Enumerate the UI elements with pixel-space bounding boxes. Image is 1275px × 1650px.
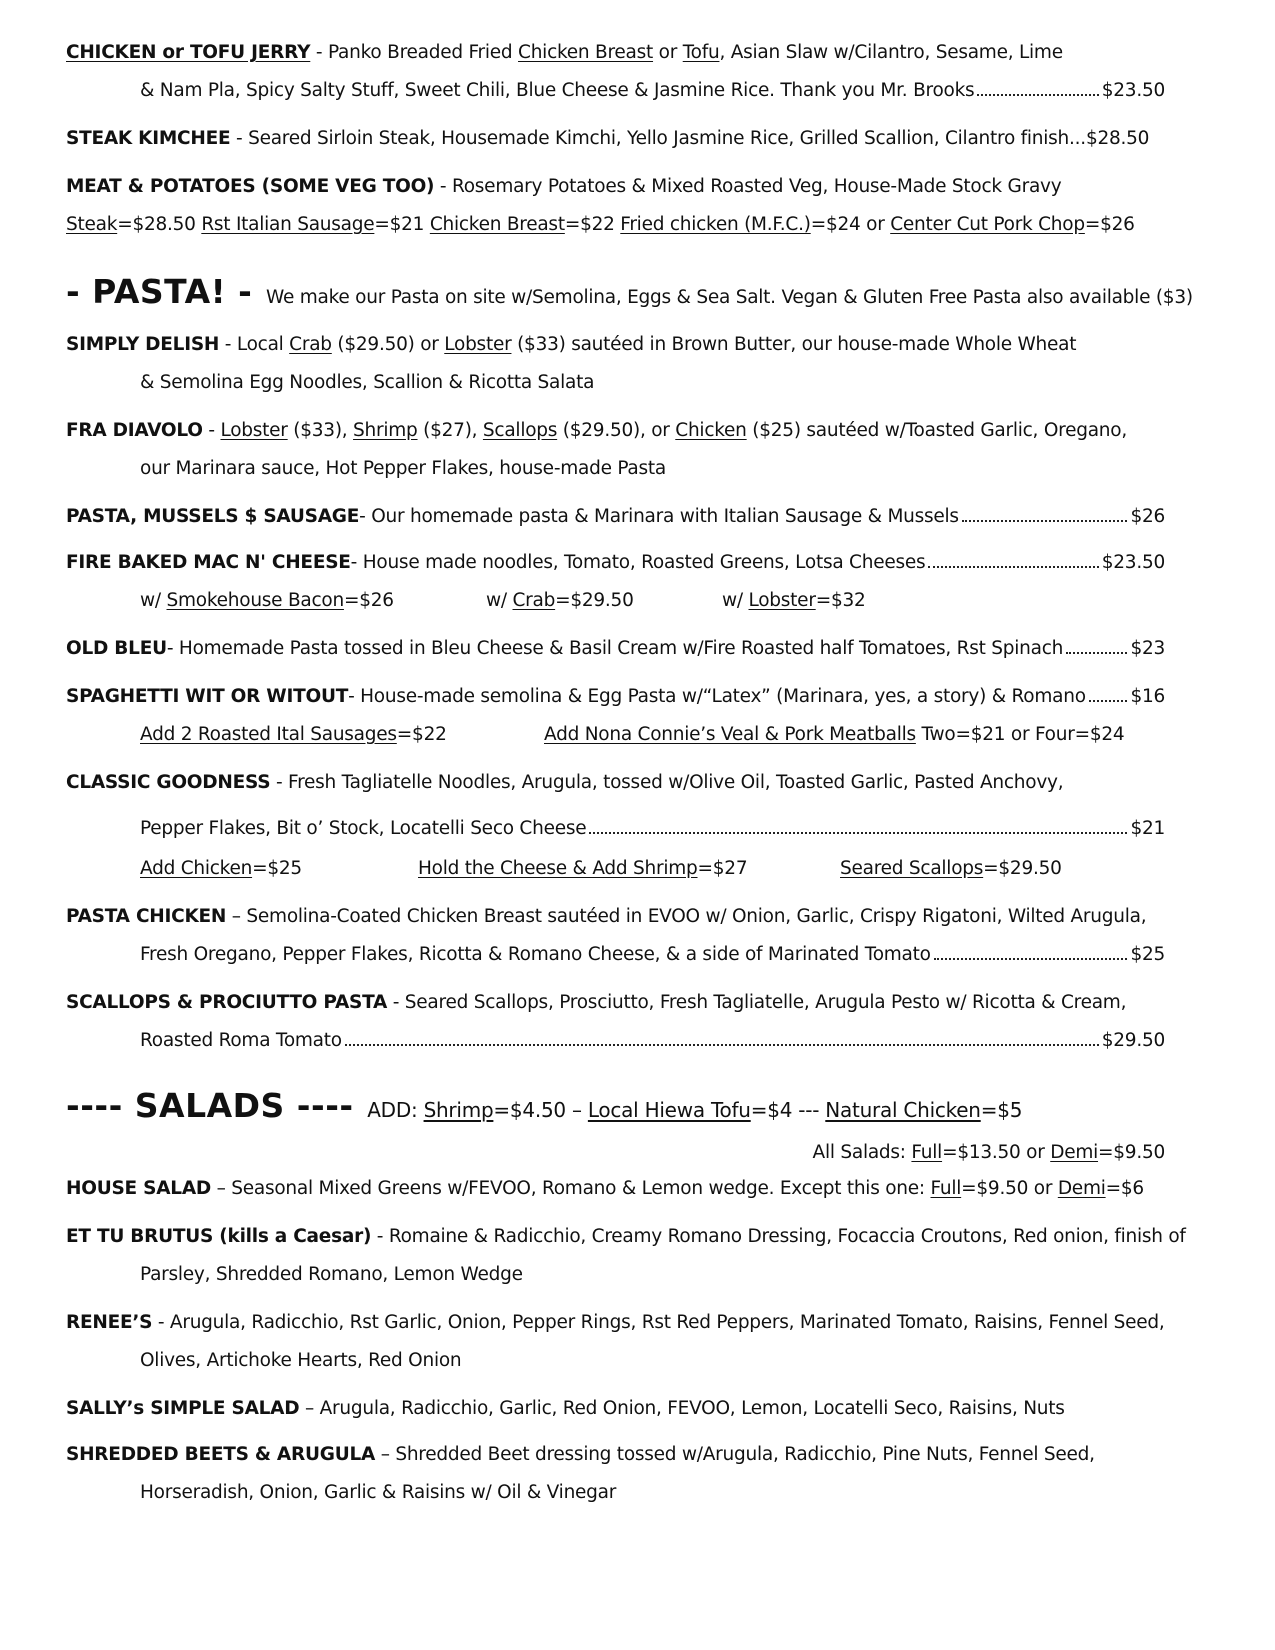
menu-item-steak-kimchee [66, 126, 1165, 152]
addon-name: Natural Chicken [825, 1098, 981, 1122]
addon-name: Local Hiewa Tofu [587, 1098, 751, 1122]
addon-name: Add 2 Roasted Ital Sausages [140, 724, 397, 745]
item-name: SCALLOPS & PROCIUTTO PASTA [66, 992, 388, 1013]
menu-item-classic-goodness [66, 770, 1165, 796]
option-name: Chicken Breast [429, 214, 565, 235]
item-desc: – Arugula, Radicchio, Garlic, Red Onion, FEVOO, Lemon, Locatelli Seco, Raisins, Nuts [299, 1398, 1065, 1419]
addon-chicken [140, 856, 302, 882]
addon-scallops [840, 856, 1062, 882]
price-size: Full [930, 1178, 962, 1199]
section-heading: - PASTA! - [66, 272, 253, 311]
item-desc: Roasted Roma Tomato [140, 1030, 342, 1051]
addon-meatballs [544, 722, 1124, 748]
dot-leader [1089, 700, 1128, 702]
all-salads-label: All Salads: [812, 1142, 912, 1163]
section-note: We make our Pasta on site w/Semolina, Eggs & Sea Salt. Vegan & Gluten Free Pasta also available ($3) [266, 287, 1193, 308]
item-desc: Olives, Artichoke Hearts, Red Onion [140, 1350, 462, 1371]
addon-crab [486, 588, 634, 614]
item-option: Lobster [220, 420, 288, 441]
menu-item-line2 [140, 1348, 1165, 1374]
dot-leader [589, 832, 1127, 834]
addon-price: Two=$21 or Four=$24 [915, 724, 1125, 745]
item-price: $29.50 [1101, 1030, 1165, 1051]
addon-price: =$25 [252, 858, 302, 879]
addon-name: Add Chicken [140, 858, 253, 879]
item-desc: & Semolina Egg Noodles, Scallion & Ricotta Salata [140, 372, 595, 393]
item-desc: – Seasonal Mixed Greens w/FEVOO, Romano & Lemon wedge. Except this one: [211, 1178, 931, 1199]
item-desc: ($29.50) or [331, 334, 445, 355]
item-desc: - Fresh Tagliatelle Noodles, Arugula, tossed w/Olive Oil, Toasted Garlic, Pasted Anchovy, [270, 772, 1064, 793]
option-name: Rst Italian Sausage [201, 214, 375, 235]
addon-price: =$27 [697, 858, 748, 879]
item-price: $21 [1130, 818, 1165, 839]
item-desc: , Asian Slaw w/Cilantro, Sesame, Lime [719, 42, 1063, 63]
menu-item-line2 [140, 456, 1165, 482]
dot-leader [345, 1044, 1099, 1046]
item-option: Crab [289, 334, 332, 355]
addon-price: =$32 [815, 590, 866, 611]
item-desc: - Seared Sirloin Steak, Housemade Kimchi, Yello Jasmine Rice, Grilled Scallion, Cilantro finish [230, 128, 1070, 149]
item-desc: - Our homemade pasta & Marinara with Italian Sausage & Mussels [359, 506, 959, 527]
menu-item-sallys [66, 1396, 1165, 1422]
item-desc: Fresh Oregano, Pepper Flakes, Ricotta & Romano Cheese, & a side of Marinated Tomato [140, 944, 931, 965]
addon-price: =$4 --- [750, 1098, 826, 1122]
option-name: Center Cut Pork Chop [890, 214, 1085, 235]
item-option: Chicken [675, 420, 747, 441]
item-desc: ($33) sautéed in Brown Butter, our house-made Whole Wheat [511, 334, 1077, 355]
item-name: SHREDDED BEETS & ARUGULA [66, 1444, 376, 1465]
addon-price: =$29.50 [983, 858, 1062, 879]
dot-leader [928, 566, 1098, 568]
item-name: ET TU BRUTUS (kills a Caesar) [66, 1226, 372, 1247]
item-desc: - Romaine & Radicchio, Creamy Romano Dressing, Focaccia Croutons, Red onion, finish of [371, 1226, 1186, 1247]
item-desc: or [653, 42, 683, 63]
addon-prefix: w/ [486, 590, 513, 611]
addon-name: Crab [512, 590, 556, 611]
item-desc: – Semolina-Coated Chicken Breast sautéed in EVOO w/ Onion, Garlic, Crispy Rigatoni, Wilted Arugula, [226, 906, 1147, 927]
menu-item-spaghetti [66, 684, 1165, 710]
price-size: Full [911, 1142, 943, 1163]
addon-prefix: w/ [140, 590, 167, 611]
option-price: =$26 [1084, 214, 1135, 235]
item-desc: - Arugula, Radicchio, Rst Garlic, Onion, Pepper Rings, Rst Red Peppers, Marinated Tomato, Raisins, Fennel Seed, [152, 1312, 1165, 1333]
addon-name: Smokehouse Bacon [166, 590, 344, 611]
item-option: Tofu [682, 42, 720, 63]
price-size: Demi [1057, 1178, 1106, 1199]
menu-item-pasta-chicken [66, 904, 1165, 930]
item-desc: our Marinara sauce, Hot Pepper Flakes, house-made Pasta [140, 458, 666, 479]
item-name: RENEE’S [66, 1312, 153, 1333]
item-name: PASTA, MUSSELS $ SAUSAGE [66, 506, 360, 527]
option-price: =$24 or [810, 214, 891, 235]
addon-lobster [722, 588, 866, 614]
price-value: =$9.50 [1098, 1142, 1165, 1163]
item-price: $25 [1130, 944, 1165, 965]
item-desc: ($33), [287, 420, 354, 441]
addon-shrimp [418, 856, 747, 882]
dot-leader [977, 94, 1098, 96]
addon-price: =$26 [343, 590, 394, 611]
item-price: ...$28.50 [1069, 128, 1150, 149]
item-name: CHICKEN or TOFU JERRY [66, 42, 311, 63]
price-value: =$13.50 or [942, 1142, 1051, 1163]
option-price: =$22 [564, 214, 621, 235]
item-name: FIRE BAKED MAC N' CHEESE [66, 552, 351, 573]
menu-item-scallops-prociutto [66, 990, 1165, 1016]
item-name: SPAGHETTI WIT OR WITOUT [66, 686, 349, 707]
item-name: PASTA CHICKEN [66, 906, 227, 927]
option-name: Fried chicken (M.F.C.) [620, 214, 811, 235]
addon-price: =$4.50 – [493, 1098, 588, 1122]
item-option: Shrimp [353, 420, 418, 441]
menu-item-line2 [140, 78, 1165, 104]
salads-section-header [66, 1086, 1165, 1132]
item-price: $26 [1130, 506, 1165, 527]
item-desc: - [202, 420, 221, 441]
item-desc: - House made noodles, Tomato, Roasted Greens, Lotsa Cheeses [350, 552, 926, 573]
option-price: =$21 [374, 214, 430, 235]
item-desc: - House-made semolina & Egg Pasta w/“Latex” (Marinara, yes, a story) & Romano [348, 686, 1086, 707]
item-name: OLD BLEU [66, 638, 167, 659]
item-desc: ($25) sautéed w/Toasted Garlic, Oregano, [746, 420, 1127, 441]
menu-item-line2 [140, 370, 1165, 396]
menu-item-line2 [140, 816, 1165, 842]
option-name: Steak [66, 214, 118, 235]
menu-item-house-salad [66, 1176, 1165, 1202]
addon-name: Add Nona Connie’s Veal & Pork Meatballs [544, 724, 916, 745]
menu-item-simply-delish [66, 332, 1165, 358]
item-desc: Pepper Flakes, Bit o’ Stock, Locatelli Seco Cheese [140, 818, 587, 839]
item-name: CLASSIC GOODNESS [66, 772, 271, 793]
menu-item-line2 [140, 1028, 1165, 1054]
salad-addons [367, 1098, 1022, 1122]
item-price: $23.50 [1101, 552, 1165, 573]
all-salads-prices [813, 1140, 1165, 1166]
dot-leader [1066, 652, 1127, 654]
item-name: SALLY’s SIMPLE SALAD [66, 1398, 300, 1419]
addon-sausages [140, 722, 447, 748]
menu-item-shredded-beets [66, 1442, 1165, 1468]
addon-price: =$5 [980, 1098, 1023, 1122]
item-option: Lobster [444, 334, 512, 355]
item-desc: Parsley, Shredded Romano, Lemon Wedge [140, 1264, 523, 1285]
menu-item-et-tu-brutus [66, 1224, 1186, 1250]
menu-item-fra-diavolo [66, 418, 1165, 444]
section-heading: ---- SALADS ---- [66, 1086, 354, 1125]
item-desc: - Panko Breaded Fried [310, 42, 519, 63]
item-option: Scallops [482, 420, 558, 441]
meat-options [66, 212, 1165, 238]
item-name: MEAT & POTATOES (SOME VEG TOO) [66, 176, 435, 197]
addon-name: Lobster [748, 590, 816, 611]
menu-item-old-bleu [66, 636, 1165, 662]
item-name: FRA DIAVOLO [66, 420, 203, 441]
item-desc: - Local [219, 334, 290, 355]
item-desc: ($27), [417, 420, 483, 441]
addon-bacon [140, 588, 394, 614]
menu-item-line2 [140, 1262, 1165, 1288]
price-value: =$6 [1105, 1178, 1144, 1199]
menu-item-renees [66, 1310, 1165, 1336]
item-desc: Horseradish, Onion, Garlic & Raisins w/ Oil & Vinegar [140, 1482, 617, 1503]
item-desc: - Homemade Pasta tossed in Bleu Cheese & Basil Cream w/Fire Roasted half Tomatoes, Rst Spinach [166, 638, 1064, 659]
item-desc: - Rosemary Potatoes & Mixed Roasted Veg, House-Made Stock Gravy [434, 176, 1062, 197]
item-price: $23.50 [1101, 80, 1165, 101]
item-price: $23 [1130, 638, 1165, 659]
addon-name: Hold the Cheese & Add Shrimp [418, 858, 698, 879]
menu-item-mac-cheese [66, 550, 1165, 576]
item-desc: ($29.50), or [557, 420, 676, 441]
item-name: HOUSE SALAD [66, 1178, 211, 1199]
item-price: $16 [1130, 686, 1165, 707]
item-name: SIMPLY DELISH [66, 334, 220, 355]
dot-leader [962, 520, 1128, 522]
item-name: STEAK KIMCHEE [66, 128, 231, 149]
addon-name: Seared Scallops [840, 858, 984, 879]
item-desc: & Nam Pla, Spicy Salty Stuff, Sweet Chili, Blue Cheese & Jasmine Rice. Thank you Mr. Brooks [140, 80, 975, 101]
menu-item-line2 [140, 1480, 1165, 1506]
item-desc: – Shredded Beet dressing tossed w/Arugula, Radicchio, Pine Nuts, Fennel Seed, [375, 1444, 1095, 1465]
price-size: Demi [1050, 1142, 1099, 1163]
menu-item-line2 [140, 942, 1165, 968]
dot-leader [934, 958, 1128, 960]
menu-item-chicken-tofu-jerry [66, 40, 1165, 66]
price-value: =$9.50 or [961, 1178, 1058, 1199]
addon-price: =$29.50 [555, 590, 634, 611]
menu-item-mussels-sausage [66, 504, 1165, 530]
addon-price: =$22 [396, 724, 447, 745]
addon-name: Shrimp [423, 1098, 494, 1122]
item-desc: - Seared Scallops, Prosciutto, Fresh Tagliatelle, Arugula Pesto w/ Ricotta & Cream, [387, 992, 1127, 1013]
addon-prefix: w/ [722, 590, 749, 611]
menu-item-meat-potatoes [66, 174, 1165, 200]
addon-label: ADD: [367, 1098, 424, 1122]
option-price: =$28.50 [117, 214, 202, 235]
pasta-section-header [66, 272, 1193, 318]
item-option: Chicken Breast [518, 42, 654, 63]
